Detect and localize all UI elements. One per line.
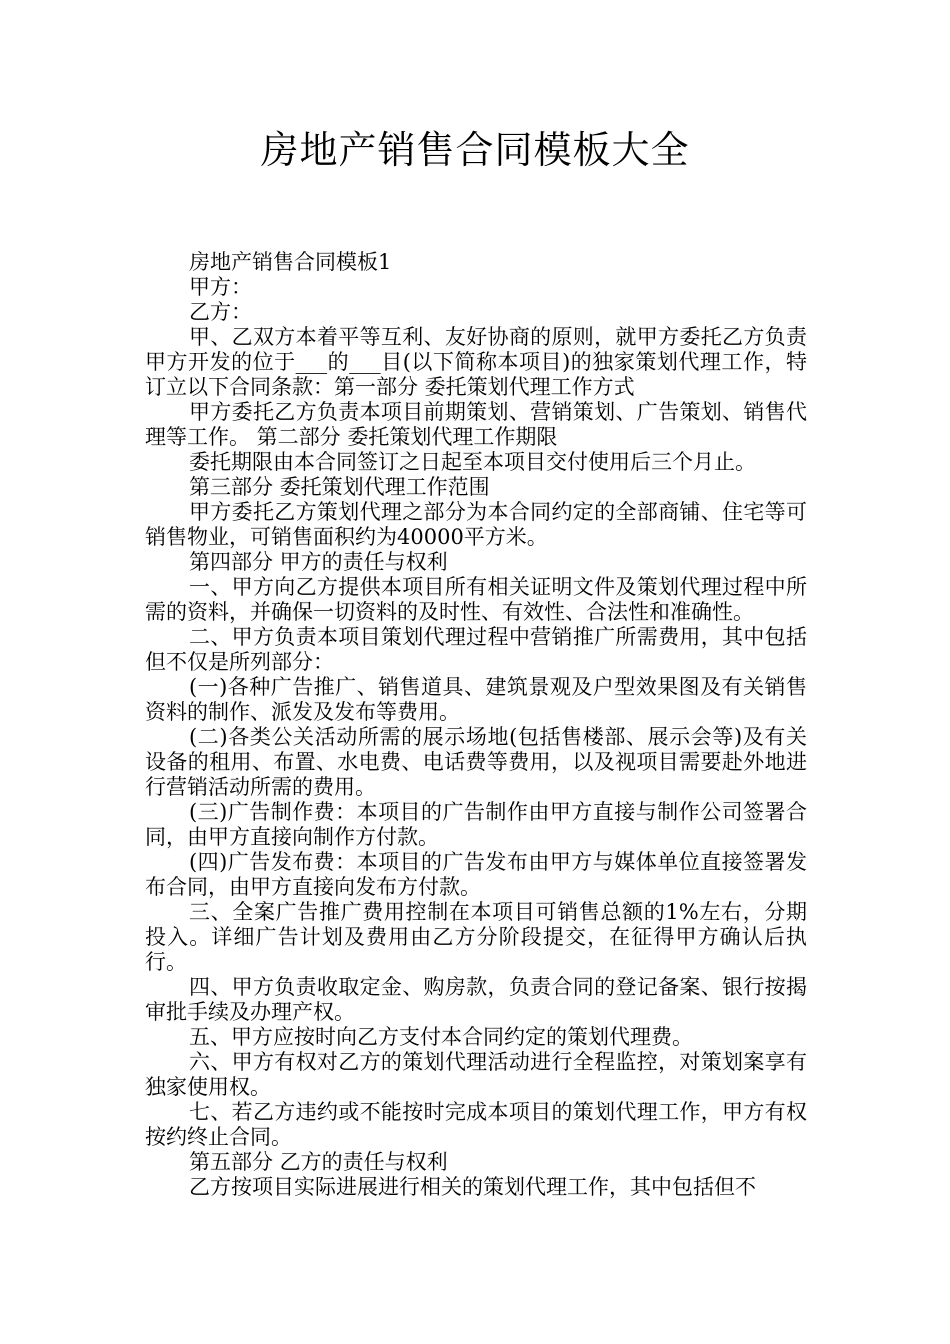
- paragraph-clause-4: 四、甲方负责收取定金、购房款，负责合同的登记备案、银行按揭审批手续及办理产权。: [145, 975, 807, 1024]
- paragraph-section-3-heading: 第三部分 委托策划代理工作范围: [189, 475, 490, 499]
- paragraph-subclause-1: (一)各种广告推广、销售道具、建筑景观及户型效果图及有关销售资料的制作、派发及发布等费用。: [145, 675, 807, 724]
- paragraph-section-4-heading: 第四部分 甲方的责任与权利: [189, 550, 448, 574]
- paragraph-clause-2: 二、甲方负责本项目策划代理过程中营销推广所需费用，其中包括但不仅是所列部分：: [145, 625, 807, 674]
- document-title: 房地产销售合同模板大全: [260, 128, 690, 172]
- paragraph-heading-template-1: 房地产销售合同模板1: [189, 250, 392, 274]
- paragraph-clause-1: 一、甲方向乙方提供本项目所有相关证明文件及策划代理过程中所需的资料，并确保一切资料的及时性、有效性、合法性和准确性。: [145, 575, 807, 624]
- paragraph-clause-7: 七、若乙方违约或不能按时完成本项目的策划代理工作，甲方有权按约终止合同。: [145, 1100, 807, 1149]
- paragraph-section-5-heading: 第五部分 乙方的责任与权利: [189, 1150, 448, 1174]
- paragraph-party-b: 乙方：: [189, 300, 252, 324]
- paragraph-work-method: 甲方委托乙方负责本项目前期策划、营销策划、广告策划、销售代理等工作。 第二部分 委托策划代理工作期限: [145, 400, 807, 449]
- paragraph-term: 委托期限由本合同签订之日起至本项目交付使用后三个月止。: [189, 450, 756, 474]
- document-body: [145, 250, 807, 1200]
- paragraph-subclause-2: (二)各类公关活动所需的展示场地(包括售楼部、展示会等)及有关设备的租用、布置、水电费、电话费等费用，以及视项目需要赴外地进行营销活动所需的费用。: [145, 725, 807, 799]
- paragraph-party-a: 甲方：: [189, 275, 252, 299]
- paragraph-clause-6: 六、甲方有权对乙方的策划代理活动进行全程监控，对策划案享有独家使用权。: [145, 1050, 807, 1099]
- paragraph-subclause-4: (四)广告发布费：本项目的广告发布由甲方与媒体单位直接签署发布合同，由甲方直接向发布方付款。: [145, 850, 807, 899]
- paragraph-clause-3: 三、全案广告推广费用控制在本项目可销售总额的1%左右，分期投入。详细广告计划及费用由乙方分阶段提交，在征得甲方确认后执行。: [145, 900, 807, 974]
- paragraph-clause-5: 五、甲方应按时向乙方支付本合同约定的策划代理费。: [189, 1025, 693, 1049]
- paragraph-subclause-3: (三)广告制作费：本项目的广告制作由甲方直接与制作公司签署合同，由甲方直接向制作方付款。: [145, 800, 807, 849]
- paragraph-preamble: 甲、乙双方本着平等互利、友好协商的原则，就甲方委托乙方负责甲方开发的位于___的___目(以下简称本项目)的独家策划代理工作，特订立以下合同条款：第一部分 委托策划代理工作方式: [145, 325, 807, 399]
- paragraph-scope: 甲方委托乙方策划代理之部分为本合同约定的全部商铺、住宅等可销售物业，可销售面积约为40000平方米。: [145, 500, 807, 549]
- paragraph-party-b-duties: 乙方按项目实际进展进行相关的策划代理工作，其中包括但不: [189, 1175, 756, 1199]
